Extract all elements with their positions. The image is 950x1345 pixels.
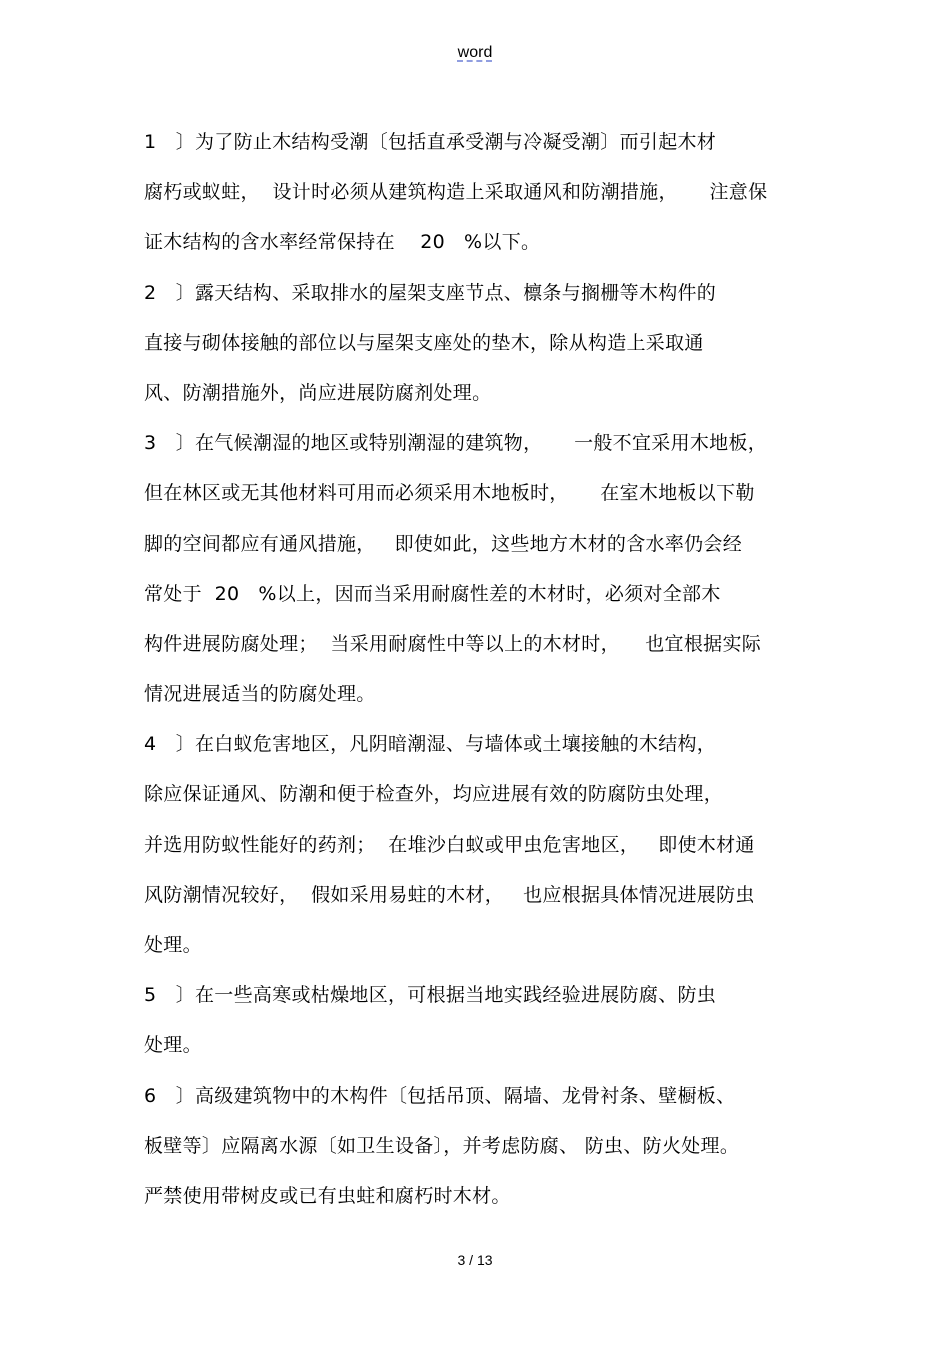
text-line: 腐朽或蚁蛀， 设计时必须从建筑构造上采取通风和防潮措施， 注意保 (144, 181, 768, 204)
text-line: 处理。 (144, 1034, 202, 1057)
text-line: 情况进展适当的防腐处理。 (144, 683, 376, 706)
text-line: 严禁使用带树皮或已有虫蛀和腐朽时木材。 (144, 1184, 511, 1207)
page-header (0, 44, 950, 62)
text-line: 板壁等〕应隔离水源〔如卫生设备〕，并考虑防腐、 防虫、防火处理。 (144, 1134, 740, 1157)
text-line: 脚的空间都应有通风措施， 即使如此，这些地方木材的含水率仍会经 (144, 532, 743, 555)
text-line: 并选用防蚁性能好的药剂； 在堆沙白蚁或甲虫危害地区， 即使木材通 (144, 833, 755, 856)
text-line: 4 〕在白蚁危害地区，凡阴暗潮湿、与墙体或土壤接触的木结构， (144, 733, 717, 756)
text-line: 风、防潮措施外，尚应进展防腐剂处理。 (144, 381, 492, 404)
text-line: 6 〕高级建筑物中的木构件〔包括吊顶、隔墙、龙骨衬条、壁橱板、 (144, 1084, 736, 1107)
page-number: 3 / 13 (457, 1252, 493, 1268)
text-line: 常处于 20 %以上，因而当采用耐腐性差的木材时，必须对全部木 (144, 582, 721, 605)
header-title: word (457, 44, 493, 61)
text-line: 除应保证通风、防潮和便于检查外，均应进展有效的防腐防虫处理， (144, 783, 724, 806)
text-line: 直接与砌体接触的部位以与屋架支座处的垫木，除从构造上采取通 (144, 331, 704, 354)
text-line: 2 〕露天结构、采取排水的屋架支座节点、檩条与搁栅等木构件的 (144, 281, 717, 304)
document-body (144, 125, 824, 1229)
text-line: 处理。 (144, 934, 202, 956)
page-footer (0, 1252, 950, 1268)
text-line: 但在林区或无其他材料可用而必须采用木地板时， 在室木地板以下勒 (144, 482, 755, 505)
text-line: 3 〕在气候潮湿的地区或特别潮湿的建筑物， 一般不宜采用木地板， (144, 432, 768, 455)
text-line: 构件进展防腐处理； 当采用耐腐性中等以上的木材时， 也宜根据实际 (144, 632, 762, 655)
text-line: 5 〕在一些高寒或枯燥地区，可根据当地实践经验进展防腐、防虫 (144, 984, 717, 1007)
text-line: 风防潮情况较好， 假如采用易蛀的木材， 也应根据具体情况进展防虫 (144, 883, 755, 906)
text-line: 1 〕为了防止木结构受潮〔包括直承受潮与冷凝受潮〕而引起木材 (144, 131, 717, 153)
text-line: 证木结构的含水率经常保持在 20 %以下。 (144, 231, 541, 254)
